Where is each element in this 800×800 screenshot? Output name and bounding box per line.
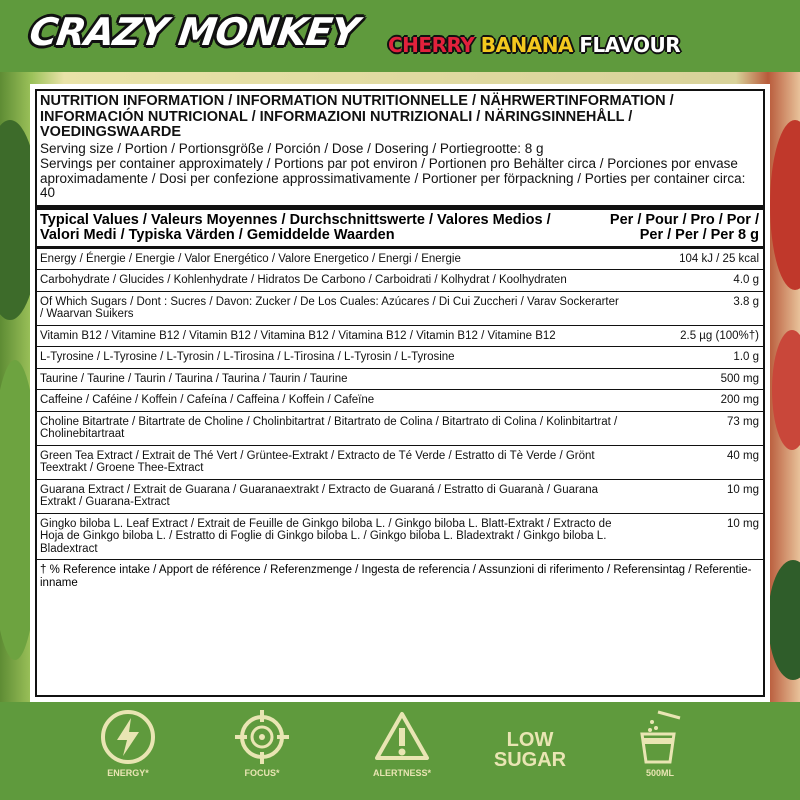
shaker-icon xyxy=(628,708,692,766)
header-per-serving: Per / Pour / Pro / Por / Per / Per / Per 8 g xyxy=(609,211,759,243)
flavour-banana: BANANA xyxy=(480,33,573,57)
alertness-label: ALERTNESS* xyxy=(372,768,431,778)
volume-label: 500ML xyxy=(645,768,674,778)
flavour-word: FLAVOUR xyxy=(579,33,681,57)
nutrient-name: Choline Bitartrate / Bitartrate de Choline / Cholinbitartrat / Bitartrato de Colina / Bitartrato di Colina / Kolinbitartrat / Cholinebitartraat xyxy=(40,415,618,440)
nutrient-value: 200 mg xyxy=(720,394,759,406)
nutrient-value: 40 mg xyxy=(727,449,759,462)
energy-label: ENERGY* xyxy=(107,768,149,778)
nutrient-value: 2.5 µg (100%†) xyxy=(680,329,759,342)
nutrient-value: 500 mg xyxy=(720,372,759,385)
table-row xyxy=(40,412,759,445)
alertness-badge xyxy=(352,708,452,778)
table-row xyxy=(40,326,759,347)
table-row xyxy=(40,480,759,513)
nutrient-name: Guarana Extract / Extrait de Guarana / Guaranaextrakt / Extracto de Guaraná / Estratto di Guaranà / Guarana Extrakt / Guarana-Extract xyxy=(40,483,599,508)
table-row xyxy=(40,270,759,291)
nutrient-name: Green Tea Extract / Extrait de Thé Vert / Grüntee-Extrakt / Extracto de Té Verde / Estratto di Tè Verde / Grönt Teextrakt / Groene Thee-Extract xyxy=(40,449,595,474)
nutrient-value: 10 mg xyxy=(727,517,759,530)
table-row xyxy=(40,249,759,270)
nutrition-table xyxy=(35,89,765,697)
flavour-cherry: CHERRY xyxy=(388,33,475,57)
low-text: LOW xyxy=(506,729,554,751)
table-row xyxy=(40,446,759,479)
low-sugar-badge xyxy=(480,730,580,770)
nutrient-name: Carbohydrate / Glucides / Kohlenhydrate / Hidratos De Carbono / Carboidrati / Kolhydrat / Koolhydraten xyxy=(40,274,567,286)
nutrient-name: Vitamin B12 / Vitamine B12 / Vitamin B12 / Vitamina B12 / Vitamina B12 / Vitamin B12 / Vitamine B12 xyxy=(40,329,556,342)
serving-size: Serving size / Portion / Portionsgröße / Porción / Dose / Dosering / Portiegrootte: 8 g xyxy=(40,140,544,156)
brand-logo: CRAZY MONKEY xyxy=(26,10,361,54)
volume-badge xyxy=(610,708,710,778)
leaf-decoration xyxy=(772,330,800,450)
sugar-text: SUGAR xyxy=(493,749,567,771)
table-row xyxy=(40,292,759,325)
leaf-decoration xyxy=(770,120,800,290)
nutrition-panel xyxy=(30,84,770,702)
servings-per-container: Servings per container approximately / Portions par pot environ / Portionen pro Behälter circa / Porciones por envase aproximadamente / Dosi per confezione approssimativamente / Portioner per förpackning / Porties per container circa: 40 xyxy=(40,156,746,200)
panel-title: NUTRITION INFORMATION / INFORMATION NUTRITIONNELLE / NÄHRWERTINFORMATION / INFORMACIÓN NUTRICIONAL / INFORMAZIONI NUTRIZIONALI / NÄRINGSINNEHÅLL / VOEDINGSWAARDE xyxy=(40,93,674,140)
table-header xyxy=(40,210,759,246)
nutrient-value: 10 mg xyxy=(727,483,759,496)
lightning-icon xyxy=(99,708,157,766)
focus-badge xyxy=(212,708,312,778)
energy-badge xyxy=(78,708,178,778)
leaf-decoration xyxy=(768,560,800,680)
table-row xyxy=(40,347,759,368)
nutrient-value: 3.8 g xyxy=(733,295,759,308)
nutrient-value: 1.0 g xyxy=(733,351,759,363)
nutrient-name: Taurine / Taurine / Taurin / Taurina / Taurina / Taurin / Taurine xyxy=(40,372,348,385)
nutrient-name: Of Which Sugars / Dont : Sucres / Davon: Zucker / De Los Cuales: Azúcares / Di Cui Zuccheri / Varav Sockerarter / Waarvan Suikers xyxy=(40,295,619,320)
nutrient-name: Gingko biloba L. Leaf Extract / Extrait de Feuille de Ginkgo biloba L. / Ginkgo biloba L. Blatt-Extrakt / Extracto de Hoja de Ginkgo biloba L. / Estratto di Foglie di Ginkgo biloba L. / Ginkgo biloba L. Bladextrakt / Ginkgo biloba L. Bladextract xyxy=(40,517,612,555)
flavour-label xyxy=(388,33,680,57)
warning-icon xyxy=(373,708,431,766)
focus-label: FOCUS* xyxy=(244,768,280,778)
table-row xyxy=(40,369,759,390)
nutrient-value: 104 kJ / 25 kcal xyxy=(679,252,759,265)
header-typical-values: Typical Values / Valeurs Moyennes / Durchschnittswerte / Valores Medios / Valori Medi / Typiska Värden / Gemiddelde Waarden xyxy=(40,211,551,243)
table-row xyxy=(40,514,759,560)
nutrient-name: Energy / Énergie / Energie / Valor Energético / Valore Energetico / Energi / Energie xyxy=(40,252,461,265)
nutrient-value: 4.0 g xyxy=(733,274,759,286)
nutrient-name: Caffeine / Caféine / Koffein / Cafeína / Caffeina / Koffein / Cafeïne xyxy=(40,394,375,406)
nutrient-value: 73 mg xyxy=(727,415,759,428)
reference-footnote: † % Reference intake / Apport de référence / Referenzmenge / Ingesta de referencia / Assunzioni di riferimento / Referensintag / Referentie-inname xyxy=(40,564,752,589)
header-bar xyxy=(0,0,800,72)
nutrient-name: L-Tyrosine / L-Tyrosine / L-Tyrosin / L-Tirosina / L-Tirosina / L-Tyrosin / L-Tyrosine xyxy=(40,351,455,363)
table-row xyxy=(40,390,759,411)
crosshair-icon xyxy=(233,708,291,766)
benefits-bar xyxy=(0,702,800,800)
